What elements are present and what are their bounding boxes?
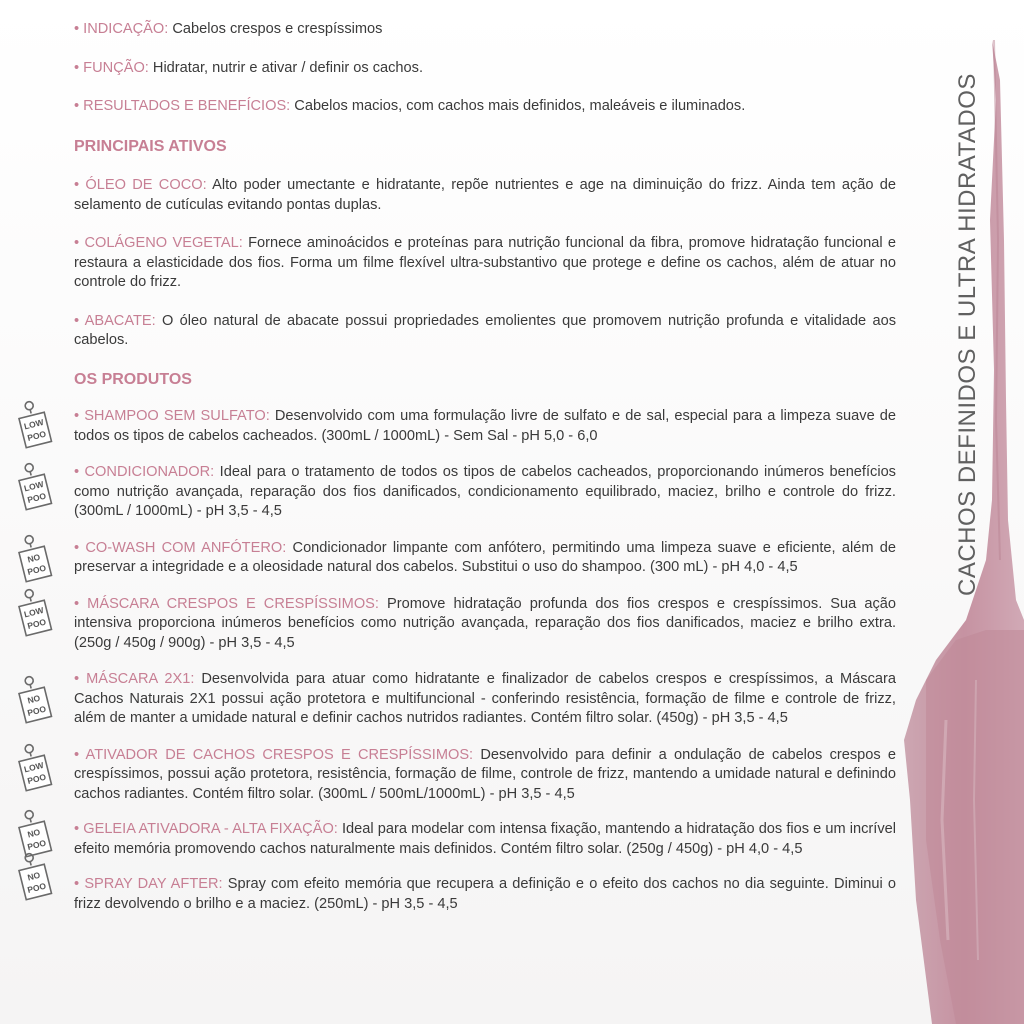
item-text: Hidratar, nutrir e ativar / definir os cachos. [148,59,423,76]
item-text: O óleo natural de abacate possui propriedades emolientes que promovem nutrição profunda e vitalidade aos cabelos. [74,312,897,348]
intro-resultados [74,97,896,117]
item-text: Ideal para modelar com intensa fixação, mantendo a hidratação dos fios e um incrível efeito memória promovendo cachos naturalmente mais definidos. Contém filtro solar. (250g / 450g) - pH 4,0 - 4,5 [74,821,897,857]
bullet: • [74,746,80,763]
item-text: Desenvolvida para atuar como hidratante e finalizador de cabelos crespos e crespíssimos, a Máscara Cachos Naturais 2X1 possui ação protetora e multifuncional - conferindo resistência, formação de filme e controle de frizz, além de manter a umidade natural e definir cachos nutridos radiantes. Contém filtro solar. (450g) - pH 3,5 - 4,5 [74,671,896,726]
item-text: Ideal para o tratamento de todos os tipos de cabelos cacheados, proporcionando inúmeros benefícios como nutrição avançada, reparação dos fios danificados, condicionamento equilibrado, maciez, brilho e controle do frizz. (300mL / 1000mL) - pH 3,5 - 4,5 [74,464,896,519]
tag-line-2: POO [26,616,48,631]
bullet: • [74,235,80,251]
item-text: Fornece aminoácidos e proteínas para nutrição funcional da fibra, promove hidratação funcional e restaura a elasticidade dos fios. Forma um filme flexível ultra-substantivo que protege e define os cachos, além de atuar no controle do frizz. [74,235,896,290]
item-label: ABACATE: [84,312,156,329]
product-geleia [26,820,897,859]
tag-line-1: NO [26,826,42,840]
low-poo-tag-icon [12,742,58,794]
item-text: Cabelos macios, com cachos mais definidos, maleáveis e iluminados. [290,98,746,114]
bullet: • [74,98,80,114]
active-oleo-de-coco [74,176,896,215]
item-label: FUNÇÃO: [83,59,149,76]
bullet: • [74,595,80,612]
bullet: • [74,21,80,37]
low-poo-tag-icon [12,399,58,451]
low-poo-tag-icon [12,587,58,639]
no-poo-tag-icon [12,674,58,726]
bullet: • [74,821,80,837]
product-co-wash [26,539,896,578]
item-label: ÓLEO DE COCO: [85,177,207,193]
low-poo-tag-icon [12,461,58,513]
item-label: COLÁGENO VEGETAL: [84,235,243,251]
products-heading: OS PRODUTOS [74,370,192,388]
product-condicionador [22,463,896,522]
tag-line-2: POO [26,837,48,852]
no-poo-tag-icon [12,533,58,585]
bullet: • [74,671,80,687]
item-label: GELEIA ATIVADORA - ALTA FIXAÇÃO: [83,821,338,837]
bullet: • [74,464,80,480]
bullet: • [74,876,80,892]
item-text: Desenvolvido para definir a ondulação de cabelos crespos e crespíssimos, possui ação protetora, resistência, formação de filme, controle de frizz, mantendo a umidade natural e definindo cachos radiantes. Contém filtro solar. (300mL / 500mL/1000mL) - pH 3,5 - 4,5 [74,746,897,802]
tag-line-1: NO [26,692,42,706]
no-poo-tag-icon [12,851,58,903]
item-label: SHAMPOO SEM SULFATO: [84,408,270,424]
item-label: SPRAY DAY AFTER: [84,876,223,892]
tag-line-1: LOW [22,604,45,619]
item-text: Spray com efeito memória que recupera a definição e o efeito dos cachos no dia seguinte. Diminui o frizz devolvendo o brilho e a maciez. (250mL) - pH 3,5 - 4,5 [74,876,896,912]
item-label: CONDICIONADOR: [84,464,215,480]
bullet: • [74,539,80,556]
product-spray-day-after [26,869,896,914]
tag-line-2: POO [26,490,48,505]
item-label: INDICAÇÃO: [83,21,169,37]
active-abacate [74,312,896,351]
item-text: Desenvolvido com uma formulação livre de sulfato e de sal, especial para a limpeza suave de todos os tipos de cabelos cacheados. (300mL / 1000mL) - Sem Sal - pH 5,0 - 6,0 [74,408,896,444]
tag-line-2: POO [26,562,48,577]
item-label: MÁSCARA 2X1: [86,671,195,687]
bullet: • [74,408,80,424]
tag-line-2: POO [26,771,48,786]
tag-line-2: POO [26,428,48,443]
intro-funcao [74,59,896,79]
bullet: • [74,177,80,193]
product-shampoo [22,407,896,446]
item-text: Promove hidratação profunda dos fios crespos e crespíssimos. Sua ação intensiva proporciona inúmeros benefícios como nutrição avançada, reparação dos fios danificados, maciez e brilho extra. (250g / 450g / 900g) - pH 3,5 - 4,5 [74,595,896,651]
item-label: ATIVADOR DE CACHOS CRESPOS E CRESPÍSSIMOS: [85,746,474,763]
item-label: MÁSCARA CRESPOS E CRESPÍSSIMOS: [87,595,379,612]
bullet: • [74,59,80,76]
tag-line-1: LOW [22,759,45,774]
item-label: RESULTADOS E BENEFÍCIOS: [83,98,291,114]
active-colageno-vegetal [74,234,896,293]
tag-line-1: LOW [22,416,45,432]
item-text: Condicionador limpante com anfótero, permitindo uma limpeza suave e eficiente, além de preservar a integridade e a oleosidade natural dos cabelos. Substitui o uso do shampoo. (300 mL) - pH 4,0 - 4,5 [74,539,896,575]
actives-heading: PRINCIPAIS ATIVOS [74,137,227,155]
tag-line-2: POO [26,703,48,718]
item-label: CO-WASH COM ANFÓTERO: [85,539,287,556]
bullet: • [74,312,80,329]
side-title: CACHOS DEFINIDOS E ULTRA HIDRATADOS [954,73,981,596]
tag-line-1: NO [26,869,42,883]
product-mascara-2x1 [26,670,896,729]
content [22,20,897,914]
product-ativador [22,746,897,805]
product-mascara-crespos [22,595,896,654]
tag-line-1: LOW [22,478,45,494]
item-text: Cabelos crespos e crespíssimos [168,21,383,37]
tag-line-1: NO [26,551,42,565]
item-text: Alto poder umectante e hidratante, repõe nutrientes e age na diminuição do frizz. Ainda tem ação de selamento de cutículas evitando pontas duplas. [74,177,896,213]
tag-line-2: POO [26,880,48,895]
intro-indicacao [74,20,896,40]
